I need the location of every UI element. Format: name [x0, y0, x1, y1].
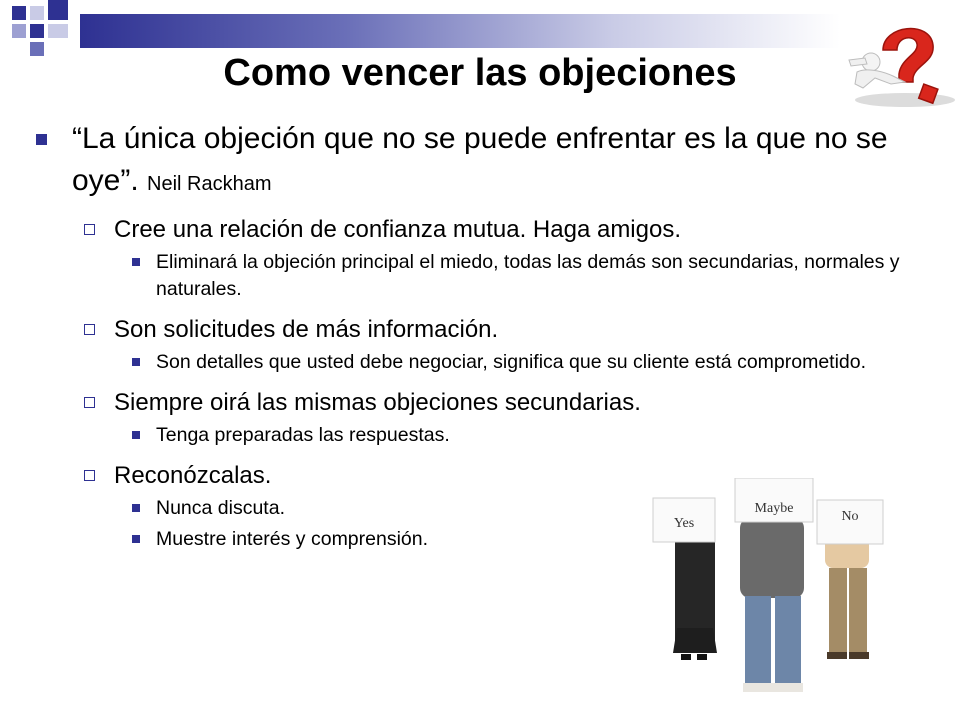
- person-maybe: [735, 478, 813, 692]
- square-bullet-icon: [132, 431, 140, 439]
- decor-square: [48, 24, 68, 38]
- hollow-box-bullet-icon: [84, 324, 95, 335]
- point-item: [30, 386, 900, 420]
- point-label: Siempre oirá las mismas objeciones secundarias.: [114, 389, 641, 416]
- quote-author: Neil Rackham: [147, 173, 272, 195]
- sign-yes: Yes: [673, 516, 695, 531]
- person-yes: [653, 498, 717, 660]
- header-gradient-bar: [80, 14, 840, 48]
- subpoint-item: [30, 249, 900, 303]
- point-item: [30, 313, 900, 347]
- subpoint-item: [30, 349, 900, 376]
- hollow-box-bullet-icon: [84, 224, 95, 235]
- sign-maybe: Maybe: [754, 501, 794, 516]
- square-bullet-icon: [132, 358, 140, 366]
- people-with-signs-photo: [645, 478, 895, 718]
- subpoint-text: Muestre interés y comprensión.: [156, 528, 429, 550]
- subpoint-item: [30, 422, 900, 449]
- decor-square: [12, 24, 26, 38]
- point-item: [30, 213, 900, 247]
- square-bullet-icon: [36, 134, 47, 145]
- square-bullet-icon: [132, 535, 140, 543]
- subpoint-text: Eliminará la objeción principal el miedo, todas las demás son secundarias, normales y naturales.: [156, 251, 900, 300]
- decor-square: [48, 0, 68, 20]
- sign-no: No: [841, 509, 859, 524]
- decor-square: [30, 24, 44, 38]
- hollow-box-bullet-icon: [84, 397, 95, 408]
- quote-item: [30, 118, 900, 205]
- slide-title: Como vencer las objeciones: [223, 52, 737, 94]
- square-bullet-icon: [132, 504, 140, 512]
- square-bullet-icon: [132, 258, 140, 266]
- header-decoration: [0, 0, 960, 60]
- hollow-box-bullet-icon: [84, 470, 95, 481]
- decor-square: [30, 6, 44, 20]
- decor-square: [12, 6, 26, 20]
- point-label: Son solicitudes de más información.: [114, 316, 499, 343]
- person-no: [817, 500, 883, 659]
- point-label: Cree una relación de confianza mutua. Haga amigos.: [114, 216, 681, 243]
- subpoint-text: Son detalles que usted debe negociar, significa que su cliente está comprometido.: [156, 351, 867, 373]
- subpoint-text: Nunca discuta.: [156, 497, 285, 519]
- point-label: Reconózcalas.: [114, 462, 272, 489]
- subpoint-text: Tenga preparadas las respuestas.: [156, 424, 450, 446]
- quote-text: “La única objeción que no se puede enfrentar es la que no se oye”.: [72, 122, 888, 197]
